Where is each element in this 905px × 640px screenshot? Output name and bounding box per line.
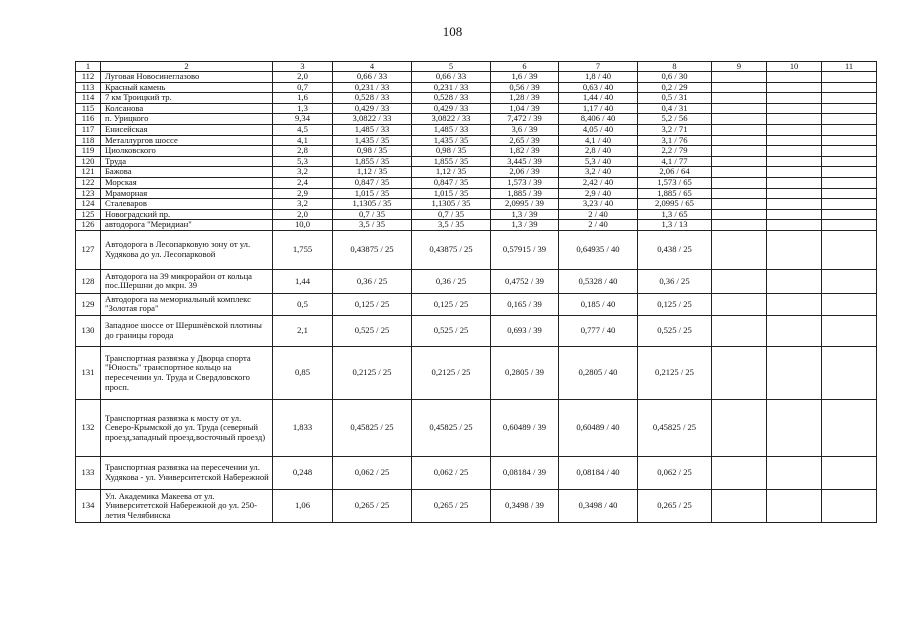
table-row (76, 199, 877, 210)
empty-cell (712, 177, 767, 188)
value-cell-c8: 3,1 / 76 (638, 135, 712, 146)
row-number-cell: 125 (76, 209, 101, 220)
value-cell-c8: 0,45825 / 25 (638, 399, 712, 456)
value-cell-c8: 1,885 / 65 (638, 188, 712, 199)
empty-cell (712, 293, 767, 315)
value-cell-c8: 4,1 / 77 (638, 156, 712, 167)
value-cell-c6: 0,56 / 39 (491, 82, 559, 93)
empty-cell (712, 489, 767, 522)
value-cell-c4: 0,231 / 33 (333, 82, 412, 93)
empty-cell (822, 489, 877, 522)
value-cell-c8: 0,438 / 25 (638, 230, 712, 269)
empty-cell (767, 167, 822, 178)
value-cell-c4: 0,525 / 25 (333, 315, 412, 346)
empty-cell (822, 82, 877, 93)
value-cell-c7: 4,05 / 40 (559, 124, 638, 135)
row-number-cell: 132 (76, 399, 101, 456)
empty-cell (822, 188, 877, 199)
road-name-cell: Красный камень (101, 82, 273, 93)
table-row (76, 93, 877, 104)
empty-cell (712, 269, 767, 293)
empty-cell (822, 124, 877, 135)
value-cell-c4: 0,847 / 35 (333, 177, 412, 188)
value-cell-c5: 1,1305 / 35 (412, 199, 491, 210)
empty-cell (822, 456, 877, 489)
empty-cell (712, 220, 767, 231)
table-row (76, 346, 877, 399)
value-cell-c4: 0,125 / 25 (333, 293, 412, 315)
value-cell-c4: 0,7 / 35 (333, 209, 412, 220)
road-name-cell: Новоградский пр. (101, 209, 273, 220)
table-row (76, 209, 877, 220)
road-name-cell: Труда (101, 156, 273, 167)
value-cell-c8: 2,2 / 79 (638, 146, 712, 157)
empty-cell (712, 399, 767, 456)
value-cell-c5: 0,429 / 33 (412, 103, 491, 114)
empty-cell (767, 82, 822, 93)
empty-cell (712, 146, 767, 157)
table-row (76, 124, 877, 135)
empty-cell (712, 199, 767, 210)
value-cell-c4: 3,5 / 35 (333, 220, 412, 231)
empty-cell (822, 167, 877, 178)
value-cell-c3: 4,1 (273, 135, 333, 146)
empty-cell (767, 156, 822, 167)
table-row (76, 167, 877, 178)
value-cell-c5: 0,125 / 25 (412, 293, 491, 315)
value-cell-c6: 1,885 / 39 (491, 188, 559, 199)
empty-cell (822, 230, 877, 269)
table-row (76, 269, 877, 293)
value-cell-c5: 0,265 / 25 (412, 489, 491, 522)
value-cell-c6: 0,08184 / 39 (491, 456, 559, 489)
column-header: 6 (491, 62, 559, 72)
value-cell-c7: 0,08184 / 40 (559, 456, 638, 489)
road-name-cell: Циолковского (101, 146, 273, 157)
empty-cell (767, 146, 822, 157)
row-number-cell: 122 (76, 177, 101, 188)
row-number-cell: 134 (76, 489, 101, 522)
row-number-cell: 119 (76, 146, 101, 157)
value-cell-c6: 0,693 / 39 (491, 315, 559, 346)
value-cell-c5: 1,485 / 33 (412, 124, 491, 135)
column-header: 9 (712, 62, 767, 72)
road-name-cell: Мраморная (101, 188, 273, 199)
value-cell-c7: 2,8 / 40 (559, 146, 638, 157)
value-cell-c7: 0,63 / 40 (559, 82, 638, 93)
value-cell-c8: 2,0995 / 65 (638, 199, 712, 210)
value-cell-c3: 2,0 (273, 72, 333, 83)
value-cell-c4: 0,36 / 25 (333, 269, 412, 293)
table-row (76, 114, 877, 125)
empty-cell (767, 93, 822, 104)
value-cell-c5: 1,855 / 35 (412, 156, 491, 167)
table-row (76, 315, 877, 346)
value-cell-c6: 0,3498 / 39 (491, 489, 559, 522)
empty-cell (712, 209, 767, 220)
value-cell-c5: 0,36 / 25 (412, 269, 491, 293)
value-cell-c8: 0,525 / 25 (638, 315, 712, 346)
empty-cell (822, 293, 877, 315)
value-cell-c3: 9,34 (273, 114, 333, 125)
empty-cell (767, 269, 822, 293)
empty-cell (822, 315, 877, 346)
value-cell-c6: 0,60489 / 39 (491, 399, 559, 456)
value-cell-c6: 0,2805 / 39 (491, 346, 559, 399)
value-cell-c6: 0,165 / 39 (491, 293, 559, 315)
value-cell-c4: 0,265 / 25 (333, 489, 412, 522)
value-cell-c4: 3,0822 / 33 (333, 114, 412, 125)
table-row (76, 135, 877, 146)
table-row (76, 220, 877, 231)
value-cell-c7: 8,406 / 40 (559, 114, 638, 125)
value-cell-c3: 3,2 (273, 167, 333, 178)
value-cell-c5: 1,12 / 35 (412, 167, 491, 178)
row-number-cell: 117 (76, 124, 101, 135)
row-number-cell: 133 (76, 456, 101, 489)
value-cell-c4: 1,485 / 33 (333, 124, 412, 135)
value-cell-c6: 2,65 / 39 (491, 135, 559, 146)
value-cell-c7: 2 / 40 (559, 209, 638, 220)
road-name-cell: Автодорога на 39 микрорайон от кольца пос.Шершни до мкрн. 39 (101, 269, 273, 293)
page-number: 108 (442, 24, 463, 39)
row-number-cell: 128 (76, 269, 101, 293)
road-name-cell: автодорога "Меридиан" (101, 220, 273, 231)
value-cell-c7: 0,2805 / 40 (559, 346, 638, 399)
empty-cell (767, 103, 822, 114)
value-cell-c8: 3,2 / 71 (638, 124, 712, 135)
empty-cell (767, 220, 822, 231)
table-row (76, 489, 877, 522)
value-cell-c3: 2,8 (273, 146, 333, 157)
empty-cell (822, 72, 877, 83)
table-row (76, 456, 877, 489)
value-cell-c4: 0,66 / 33 (333, 72, 412, 83)
table-row (76, 146, 877, 157)
column-header: 7 (559, 62, 638, 72)
road-name-cell: Западное шоссе от Шершнёвской плотины до границы города (101, 315, 273, 346)
value-cell-c4: 0,43875 / 25 (333, 230, 412, 269)
value-cell-c7: 4,1 / 40 (559, 135, 638, 146)
column-header: 1 (76, 62, 101, 72)
empty-cell (712, 346, 767, 399)
value-cell-c8: 0,062 / 25 (638, 456, 712, 489)
row-number-cell: 121 (76, 167, 101, 178)
road-name-cell: Луговая Новосинеглазово (101, 72, 273, 83)
empty-cell (767, 188, 822, 199)
empty-cell (712, 315, 767, 346)
value-cell-c3: 1,06 (273, 489, 333, 522)
value-cell-c5: 0,528 / 33 (412, 93, 491, 104)
road-name-cell: Енисейская (101, 124, 273, 135)
column-header: 10 (767, 62, 822, 72)
value-cell-c8: 0,265 / 25 (638, 489, 712, 522)
value-cell-c6: 0,4752 / 39 (491, 269, 559, 293)
empty-cell (712, 230, 767, 269)
empty-cell (712, 103, 767, 114)
empty-cell (822, 220, 877, 231)
value-cell-c6: 2,06 / 39 (491, 167, 559, 178)
value-cell-c4: 1,015 / 35 (333, 188, 412, 199)
road-name-cell: Транспортная развязка у Дворца спорта "Юность" транспортное кольцо на пересечении ул. Труда и Свердловского просп. (101, 346, 273, 399)
empty-cell (767, 346, 822, 399)
empty-cell (767, 177, 822, 188)
value-cell-c5: 0,847 / 35 (412, 177, 491, 188)
value-cell-c8: 0,2125 / 25 (638, 346, 712, 399)
empty-cell (822, 177, 877, 188)
value-cell-c6: 0,57915 / 39 (491, 230, 559, 269)
empty-cell (712, 167, 767, 178)
table-row (76, 72, 877, 83)
road-name-cell: Сталеваров (101, 199, 273, 210)
value-cell-c3: 3,2 (273, 199, 333, 210)
road-name-cell: Бажова (101, 167, 273, 178)
value-cell-c5: 0,43875 / 25 (412, 230, 491, 269)
value-cell-c6: 3,6 / 39 (491, 124, 559, 135)
value-cell-c7: 0,64935 / 40 (559, 230, 638, 269)
row-number-cell: 118 (76, 135, 101, 146)
empty-cell (822, 399, 877, 456)
value-cell-c8: 0,6 / 30 (638, 72, 712, 83)
value-cell-c7: 2 / 40 (559, 220, 638, 231)
empty-cell (822, 269, 877, 293)
value-cell-c5: 0,525 / 25 (412, 315, 491, 346)
value-cell-c4: 1,855 / 35 (333, 156, 412, 167)
value-cell-c5: 1,015 / 35 (412, 188, 491, 199)
empty-cell (767, 489, 822, 522)
row-number-cell: 114 (76, 93, 101, 104)
row-number-cell: 115 (76, 103, 101, 114)
value-cell-c4: 1,1305 / 35 (333, 199, 412, 210)
value-cell-c4: 0,2125 / 25 (333, 346, 412, 399)
value-cell-c5: 3,0822 / 33 (412, 114, 491, 125)
value-cell-c5: 0,231 / 33 (412, 82, 491, 93)
value-cell-c3: 1,3 (273, 103, 333, 114)
road-name-cell: Автодорога в Лесопарковую зону от ул. Худякова до ул. Лесопарковой (101, 230, 273, 269)
column-header: 8 (638, 62, 712, 72)
value-cell-c5: 0,7 / 35 (412, 209, 491, 220)
empty-cell (822, 199, 877, 210)
empty-cell (712, 82, 767, 93)
empty-cell (822, 209, 877, 220)
row-number-cell: 129 (76, 293, 101, 315)
value-cell-c5: 0,2125 / 25 (412, 346, 491, 399)
empty-cell (822, 93, 877, 104)
value-cell-c8: 5,2 / 56 (638, 114, 712, 125)
row-number-cell: 113 (76, 82, 101, 93)
row-number-cell: 127 (76, 230, 101, 269)
row-number-cell: 131 (76, 346, 101, 399)
empty-cell (712, 135, 767, 146)
value-cell-c3: 1,833 (273, 399, 333, 456)
value-cell-c7: 5,3 / 40 (559, 156, 638, 167)
empty-cell (767, 230, 822, 269)
empty-cell (712, 156, 767, 167)
value-cell-c8: 0,5 / 31 (638, 93, 712, 104)
value-cell-c8: 0,4 / 31 (638, 103, 712, 114)
row-number-cell: 124 (76, 199, 101, 210)
empty-cell (822, 114, 877, 125)
empty-cell (822, 135, 877, 146)
value-cell-c7: 0,5328 / 40 (559, 269, 638, 293)
value-cell-c4: 0,45825 / 25 (333, 399, 412, 456)
value-cell-c3: 2,4 (273, 177, 333, 188)
empty-cell (712, 93, 767, 104)
value-cell-c8: 1,3 / 13 (638, 220, 712, 231)
table-row (76, 188, 877, 199)
value-cell-c7: 2,9 / 40 (559, 188, 638, 199)
row-number-cell: 126 (76, 220, 101, 231)
value-cell-c7: 3,2 / 40 (559, 167, 638, 178)
road-name-cell: Морская (101, 177, 273, 188)
empty-cell (767, 135, 822, 146)
value-cell-c8: 1,3 / 65 (638, 209, 712, 220)
road-name-cell: Колсанова (101, 103, 273, 114)
table-row (76, 399, 877, 456)
value-cell-c7: 1,17 / 40 (559, 103, 638, 114)
empty-cell (822, 146, 877, 157)
column-header: 3 (273, 62, 333, 72)
value-cell-c7: 0,60489 / 40 (559, 399, 638, 456)
road-name-cell: 7 км Троицкий тр. (101, 93, 273, 104)
row-number-cell: 130 (76, 315, 101, 346)
row-number-cell: 116 (76, 114, 101, 125)
value-cell-c3: 4,5 (273, 124, 333, 135)
value-cell-c7: 1,8 / 40 (559, 72, 638, 83)
empty-cell (767, 399, 822, 456)
value-cell-c6: 1,573 / 39 (491, 177, 559, 188)
value-cell-c3: 0,7 (273, 82, 333, 93)
column-header: 2 (101, 62, 273, 72)
value-cell-c4: 0,429 / 33 (333, 103, 412, 114)
value-cell-c8: 0,2 / 29 (638, 82, 712, 93)
row-number-cell: 123 (76, 188, 101, 199)
column-header: 4 (333, 62, 412, 72)
empty-cell (767, 199, 822, 210)
table-row (76, 82, 877, 93)
table-row (76, 293, 877, 315)
road-name-cell: Ул. Академика Макеева от ул. Университетской Набережной до ул. 250-летия Челябинска (101, 489, 273, 522)
road-name-cell: Транспортная развязка к мосту от ул. Северо-Крымской до ул. Труда (северный проезд,западный проезд,восточный проезд) (101, 399, 273, 456)
value-cell-c5: 0,66 / 33 (412, 72, 491, 83)
empty-cell (712, 124, 767, 135)
empty-cell (767, 456, 822, 489)
value-cell-c4: 0,062 / 25 (333, 456, 412, 489)
value-cell-c3: 10,0 (273, 220, 333, 231)
empty-cell (712, 114, 767, 125)
empty-cell (767, 114, 822, 125)
road-name-cell: Автодорога на мемориальный комплекс "Золотая гора" (101, 293, 273, 315)
value-cell-c6: 1,3 / 39 (491, 209, 559, 220)
empty-cell (822, 156, 877, 167)
value-cell-c5: 0,45825 / 25 (412, 399, 491, 456)
value-cell-c7: 0,185 / 40 (559, 293, 638, 315)
table-row (76, 156, 877, 167)
value-cell-c3: 0,85 (273, 346, 333, 399)
value-cell-c6: 1,82 / 39 (491, 146, 559, 157)
value-cell-c3: 2,0 (273, 209, 333, 220)
value-cell-c3: 2,1 (273, 315, 333, 346)
empty-cell (822, 346, 877, 399)
table-row (76, 103, 877, 114)
value-cell-c5: 1,435 / 35 (412, 135, 491, 146)
empty-cell (767, 72, 822, 83)
value-cell-c5: 0,062 / 25 (412, 456, 491, 489)
value-cell-c6: 7,472 / 39 (491, 114, 559, 125)
value-cell-c8: 1,573 / 65 (638, 177, 712, 188)
column-header: 11 (822, 62, 877, 72)
value-cell-c7: 1,44 / 40 (559, 93, 638, 104)
value-cell-c5: 0,98 / 35 (412, 146, 491, 157)
value-cell-c4: 1,435 / 35 (333, 135, 412, 146)
value-cell-c3: 1,6 (273, 93, 333, 104)
value-cell-c3: 0,248 (273, 456, 333, 489)
empty-cell (767, 293, 822, 315)
value-cell-c6: 1,3 / 39 (491, 220, 559, 231)
table-row (76, 230, 877, 269)
empty-cell (767, 315, 822, 346)
value-cell-c6: 2,0995 / 39 (491, 199, 559, 210)
value-cell-c6: 1,28 / 39 (491, 93, 559, 104)
value-cell-c3: 2,9 (273, 188, 333, 199)
road-name-cell: п. Урицкого (101, 114, 273, 125)
value-cell-c7: 0,3498 / 40 (559, 489, 638, 522)
table-row (76, 177, 877, 188)
value-cell-c7: 3,23 / 40 (559, 199, 638, 210)
empty-cell (822, 103, 877, 114)
value-cell-c7: 0,777 / 40 (559, 315, 638, 346)
value-cell-c3: 5,3 (273, 156, 333, 167)
value-cell-c4: 1,12 / 35 (333, 167, 412, 178)
empty-cell (767, 209, 822, 220)
value-cell-c8: 0,125 / 25 (638, 293, 712, 315)
data-table (75, 61, 877, 523)
road-name-cell: Транспортная развязка на пересечении ул. Худякова - ул. Университетской Набережной (101, 456, 273, 489)
empty-cell (712, 188, 767, 199)
row-number-cell: 120 (76, 156, 101, 167)
value-cell-c8: 0,36 / 25 (638, 269, 712, 293)
value-cell-c6: 1,04 / 39 (491, 103, 559, 114)
value-cell-c5: 3,5 / 35 (412, 220, 491, 231)
empty-cell (712, 72, 767, 83)
value-cell-c6: 1,6 / 39 (491, 72, 559, 83)
empty-cell (712, 456, 767, 489)
value-cell-c3: 0,5 (273, 293, 333, 315)
value-cell-c4: 0,528 / 33 (333, 93, 412, 104)
row-number-cell: 112 (76, 72, 101, 83)
value-cell-c7: 2,42 / 40 (559, 177, 638, 188)
value-cell-c3: 1,44 (273, 269, 333, 293)
empty-cell (767, 124, 822, 135)
header-row (76, 62, 877, 72)
column-header: 5 (412, 62, 491, 72)
value-cell-c3: 1,755 (273, 230, 333, 269)
value-cell-c6: 3,445 / 39 (491, 156, 559, 167)
value-cell-c4: 0,98 / 35 (333, 146, 412, 157)
road-name-cell: Металлургов шоссе (101, 135, 273, 146)
value-cell-c8: 2,06 / 64 (638, 167, 712, 178)
